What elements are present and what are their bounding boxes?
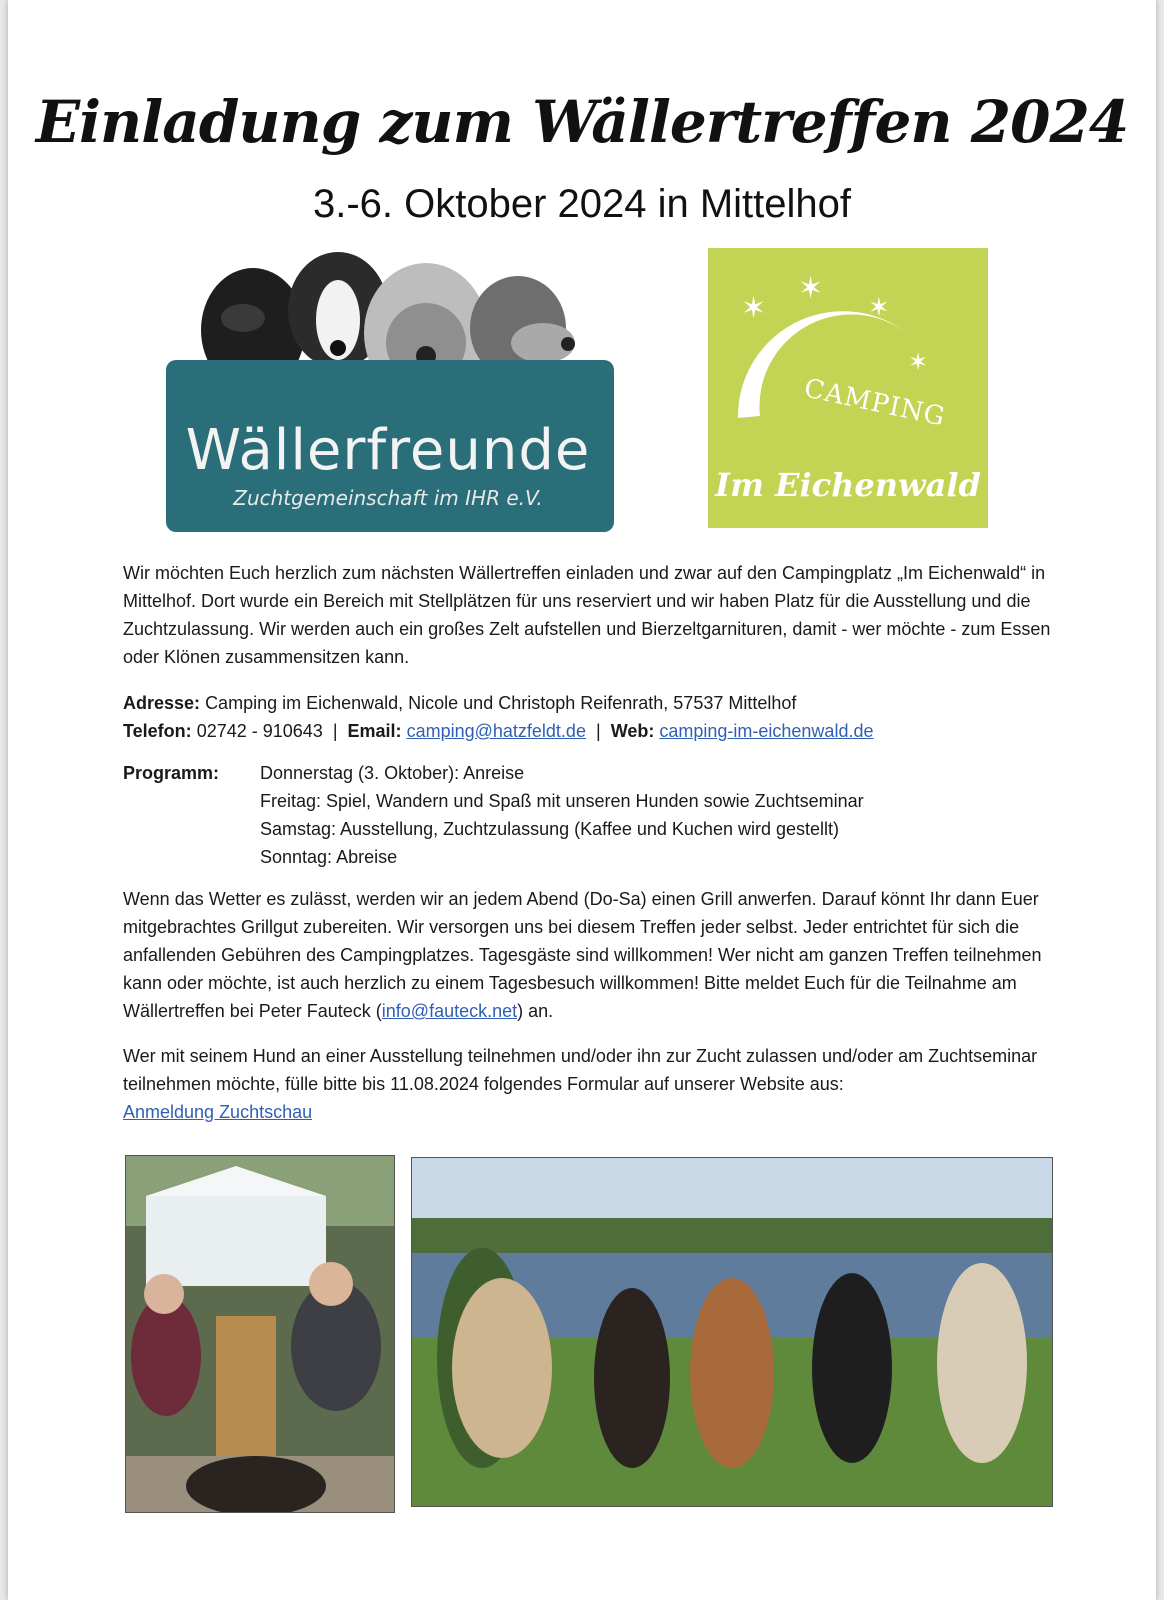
svg-text:✶: ✶: [798, 271, 824, 306]
program-item: Donnerstag (3. Oktober): Anreise: [260, 763, 525, 783]
club-logo-name: Wällerfreunde: [185, 418, 591, 483]
phone-label: Telefon:: [123, 721, 192, 741]
club-logo-tagline: Zuchtgemeinschaft im IHR e.V.: [233, 486, 543, 510]
details-suffix: ) an.: [517, 1001, 554, 1021]
program-item: Sonntag: Abreise: [260, 847, 398, 867]
email-link[interactable]: camping@hatzfeldt.de: [406, 721, 586, 741]
registration-text: Wer mit seinem Hund an einer Ausstellung teilnehmen und/oder ihn zur Zucht zulassen und/oder am Zuchtseminar teilnehmen möchte, fülle bitte bis 11.08.2024 folgendes Formular auf unserer Website aus:: [123, 1046, 1038, 1094]
details-paragraph: [123, 885, 1053, 1025]
camping-logo-place: Im Eichenwald: [715, 466, 981, 504]
page-subtitle: 3.-6. Oktober 2024 in Mittelhof: [312, 182, 852, 226]
details-text: Wenn das Wetter es zulässt, werden wir an jedem Abend (Do-Sa) einen Grill anwerfen. Darauf könnt Ihr dann Euer mitgebrachtes Grillgut zubereiten. Wir versorgen uns bei diesem Treffen jeder selbst. Jeder entrichtet für sich die anfallenden Gebühren des Campingplatzes. Tagesgäste sind willkommen! Wer nicht am ganzen Treffen teilnehmen kann oder möchte, ist auch herzlich zu einem Tagesbesuch willkommen! Bitte meldet Euch für die Teilnahme am Wällertreffen bei Peter Fauteck (: [123, 889, 1042, 1021]
camping-logo: [708, 248, 988, 528]
document-page: [8, 0, 1156, 1600]
page-title: Einladung zum Wällertreffen 2024: [35, 88, 1129, 156]
program-item: Freitag: Spiel, Wandern und Spaß mit unseren Hunden sowie Zuchtseminar: [260, 791, 864, 811]
program-block: [123, 759, 1053, 871]
phone-value: 02742 - 910643: [196, 721, 323, 741]
address-line: [123, 689, 1053, 717]
phone-email-web-line: [123, 717, 1053, 745]
web-link[interactable]: camping-im-eichenwald.de: [659, 721, 874, 741]
camping-logo-word: CAMPING: [801, 373, 949, 433]
program-item: Samstag: Ausstellung, Zuchtzulassung (Kaffee und Kuchen wird gestellt): [260, 819, 839, 839]
dogs-photo-image: [412, 1158, 1052, 1506]
email-label: Email:: [347, 721, 402, 741]
svg-text:✶: ✶: [868, 293, 890, 323]
separator: |: [332, 721, 338, 741]
svg-text:✶: ✶: [908, 348, 929, 376]
intro-paragraph: Wir möchten Euch herzlich zum nächsten Wällertreffen einladen und zwar auf den Campingplatz „Im Eichenwald“ in Mittelhof. Dort wurde ein Bereich mit Stellplätzen für uns reserviert und wir haben Platz für die Ausstellung und die Zuchtzulassung. Wir werden auch ein großes Zelt aufstellen und Bierzeltgarnituren, damit - wer möchte - zum Essen oder Klönen zusammensitzen kann.: [123, 563, 1051, 667]
program-label: Programm:: [123, 763, 220, 783]
organizer-email-link[interactable]: info@fauteck.net: [381, 1001, 518, 1021]
separator: |: [595, 721, 601, 741]
dogs-photo: [411, 1157, 1053, 1507]
web-label: Web:: [610, 721, 655, 741]
registration-paragraph: [123, 1042, 1053, 1126]
group-photo-image: [126, 1156, 394, 1512]
club-logo: [158, 248, 614, 534]
registration-link[interactable]: Anmeldung Zuchtschau: [123, 1102, 313, 1122]
svg-text:✶: ✶: [741, 291, 767, 326]
program-list: [260, 759, 864, 871]
address-label: Adresse:: [123, 693, 201, 713]
group-photo: [125, 1155, 395, 1513]
contact-block: [123, 689, 1053, 745]
address-value: Camping im Eichenwald, Nicole und Christoph Reifenrath, 57537 Mittelhof: [205, 693, 797, 713]
